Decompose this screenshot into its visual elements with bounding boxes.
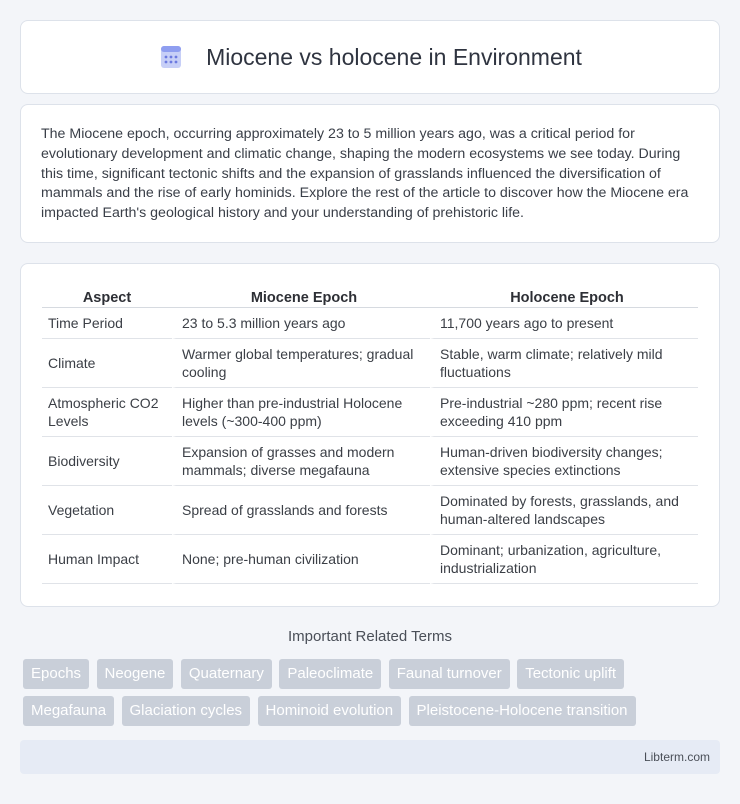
table-cell: Time Period (42, 308, 172, 339)
document-icon (158, 44, 184, 70)
tag-megafauna[interactable]: Megafauna (23, 696, 114, 726)
tag-quaternary[interactable]: Quaternary (181, 659, 272, 689)
tag-tectonic-uplift[interactable]: Tectonic uplift (517, 659, 624, 689)
table-cell: Pre-industrial ~280 ppm; recent rise exceeding 410 ppm (430, 388, 698, 437)
table-cell: Atmospheric CO2 Levels (42, 388, 172, 437)
footer (20, 740, 720, 774)
table-cell: Expansion of grasses and modern mammals; diverse megafauna (172, 437, 430, 486)
tag-paleoclimate[interactable]: Paleoclimate (279, 659, 381, 689)
table-cell: Climate (42, 339, 172, 388)
table-cell: Vegetation (42, 486, 172, 535)
table-header-row (42, 282, 698, 308)
table-cell: Warmer global temperatures; gradual cooling (172, 339, 430, 388)
table-row (42, 437, 698, 486)
table-cell: 11,700 years ago to present (430, 308, 698, 339)
tag-glaciation-cycles[interactable]: Glaciation cycles (122, 696, 251, 726)
related-terms-title: Important Related Terms (288, 628, 452, 645)
footer-site-link[interactable]: Libterm.com (643, 750, 710, 764)
table-row (42, 535, 698, 584)
comparison-table-card (20, 263, 720, 607)
table-cell: Biodiversity (42, 437, 172, 486)
tag-faunal-turnover[interactable]: Faunal turnover (389, 659, 510, 689)
table-cell: Higher than pre-industrial Holocene levels (~300-400 ppm) (172, 388, 430, 437)
tag-pleistocene-holocene-transition[interactable]: Pleistocene-Holocene transition (409, 696, 636, 726)
tag-neogene[interactable]: Neogene (97, 659, 174, 689)
table-cell: Dominant; urbanization, agriculture, industrialization (430, 535, 698, 584)
intro-text: The Miocene epoch, occurring approximately 23 to 5 million years ago, was a critical period for evolutionary development and climatic change, shaping the modern ecosystems we see today. During this time, significant tectonic shifts and the expansion of grasslands influenced the diversification of mammals and the rise of early hominids. Explore the rest of the article to discover how the Miocene era impacted Earth's geological history and your understanding of prehistoric life. (41, 126, 689, 222)
table-cell: Stable, warm climate; relatively mild fluctuations (430, 339, 698, 388)
tag-epochs[interactable]: Epochs (23, 659, 89, 689)
table-row (42, 486, 698, 535)
comparison-table (42, 282, 698, 584)
related-terms-list (23, 659, 723, 733)
table-cell: 23 to 5.3 million years ago (172, 308, 430, 339)
tag-hominoid-evolution[interactable]: Hominoid evolution (258, 696, 402, 726)
table-row (42, 339, 698, 388)
intro-card (20, 104, 720, 243)
table-cell: Dominated by forests, grasslands, and human-altered landscapes (430, 486, 698, 535)
table-cell: Human-driven biodiversity changes; extensive species extinctions (430, 437, 698, 486)
table-cell: Spread of grasslands and forests (172, 486, 430, 535)
table-cell: Human Impact (42, 535, 172, 584)
table-row (42, 308, 698, 339)
title-card (20, 20, 720, 94)
column-header-aspect: Aspect (42, 282, 172, 308)
table-row (42, 388, 698, 437)
column-header-miocene: Miocene Epoch (172, 282, 430, 308)
table-cell: None; pre-human civilization (172, 535, 430, 584)
page-title: Miocene vs holocene in Environment (206, 43, 582, 70)
column-header-holocene: Holocene Epoch (430, 282, 698, 308)
